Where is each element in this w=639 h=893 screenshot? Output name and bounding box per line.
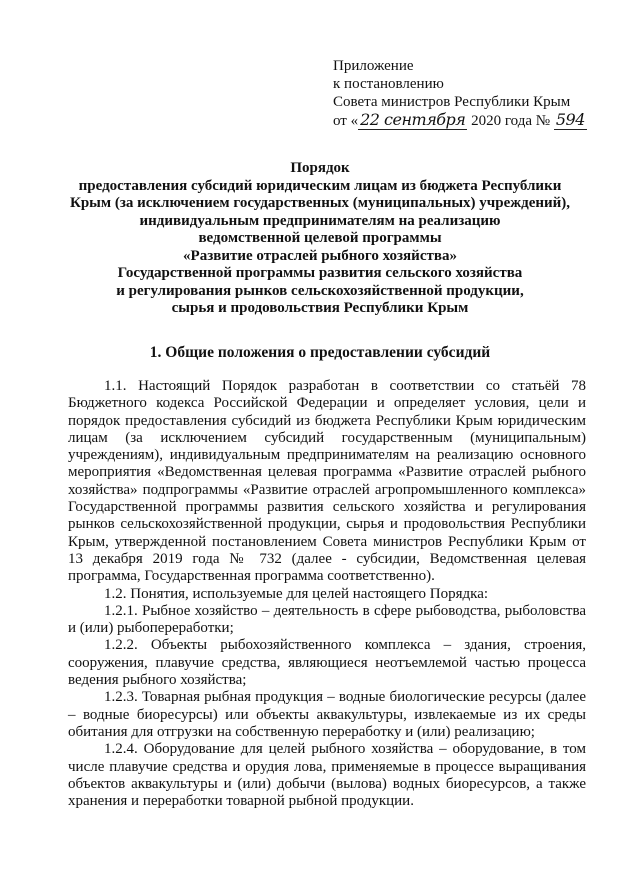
paragraph-1-1: 1.1. Настоящий Порядок разработан в соответствии со статьёй 78 Бюджетного кодекса Российской Федерации и определяет условия, цели и порядок предоставления субсидий из бюджета Республики Крым юридическим лицам (за исключением субсидий государственным (муниципальным) учреждениям), индивидуальным предпринимателям на реализацию основного мероприятия «Ведомственная целевая программа «Развитие отраслей рыбного хозяйства» подпрограммы «Развитие отраслей агропромышленного комплекса» Государственной программы развития сельского хозяйства и регулирования рынков сельскохозяйственной продукции, сырья и продовольствия Республики Крым, утвержденной постановлением Совета министров Республики Крым от 13 декабря 2019 года № 732 (далее - субсидии, Ведомственная целевая программа, Государственная программа соответственно). <box>68 378 586 585</box>
approval-block <box>333 57 633 130</box>
title-line: индивидуальным предпринимателям на реализацию <box>139 212 501 229</box>
paragraph-1-2: 1.2. Понятия, используемые для целей настоящего Порядка: <box>104 585 489 602</box>
title-line: Государственной программы развития сельского хозяйства <box>117 265 523 281</box>
document-title <box>40 160 600 318</box>
section-heading: 1. Общие положения о предоставлении субсидий <box>149 344 491 361</box>
approval-line-2: к постановлению <box>333 76 444 92</box>
paragraph-1-2-1: 1.2.1. Рыбное хозяйство – деятельность в сфере рыбоводства, рыболовства и (или) рыбопереработки; <box>68 602 586 637</box>
approval-line-3: Совета министров Республики Крым <box>333 94 571 110</box>
approval-line-4 <box>333 111 633 130</box>
paragraph-1-2-2: 1.2.2. Объекты рыбохозяйственного комплекса – здания, строения, сооружения, плавучие средства, являющиеся неотъемлемой частью процесса ведения рыбного хозяйства; <box>68 637 586 689</box>
title-line: «Развитие отраслей рыбного хозяйства» <box>183 247 457 264</box>
handwritten-number: 594 <box>555 110 585 129</box>
title-line: и регулирования рынков сельскохозяйственной продукции, <box>116 282 524 299</box>
title-line: Порядок <box>290 160 350 176</box>
paragraph-1-2-4: 1.2.4. Оборудование для целей рыбного хозяйства – оборудование, в том числе плавучие средства и орудия лова, применяемые в процессе выращивания объектов аквакультуры и (или) добычи (вылова) водных биоресурсов, а также хранения и переработки товарной рыбной продукции. <box>68 741 586 810</box>
handwritten-date: 22 сентября <box>360 110 466 129</box>
document-body <box>68 378 586 810</box>
title-line: ведомственной целевой программы <box>198 230 442 246</box>
approval-line-1: Приложение <box>333 58 414 74</box>
title-line: Крым (за исключением государственных (муниципальных) учреждений), <box>69 195 571 211</box>
title-line: предоставления субсидий юридическим лицам из бюджета Республики <box>78 177 562 194</box>
paragraph-1-2-3: 1.2.3. Товарная рыбная продукция – водные биологические ресурсы (далее – водные биоресурсы) или объекты аквакультуры, извлекаемые из их среды обитания для отгрузки на собственную переработку и (или) реализацию; <box>68 689 586 740</box>
approval-date-prefix: от « <box>333 113 359 129</box>
approval-year: 2020 года № <box>471 113 551 129</box>
title-line: сырья и продовольствия Республики Крым <box>171 300 469 316</box>
